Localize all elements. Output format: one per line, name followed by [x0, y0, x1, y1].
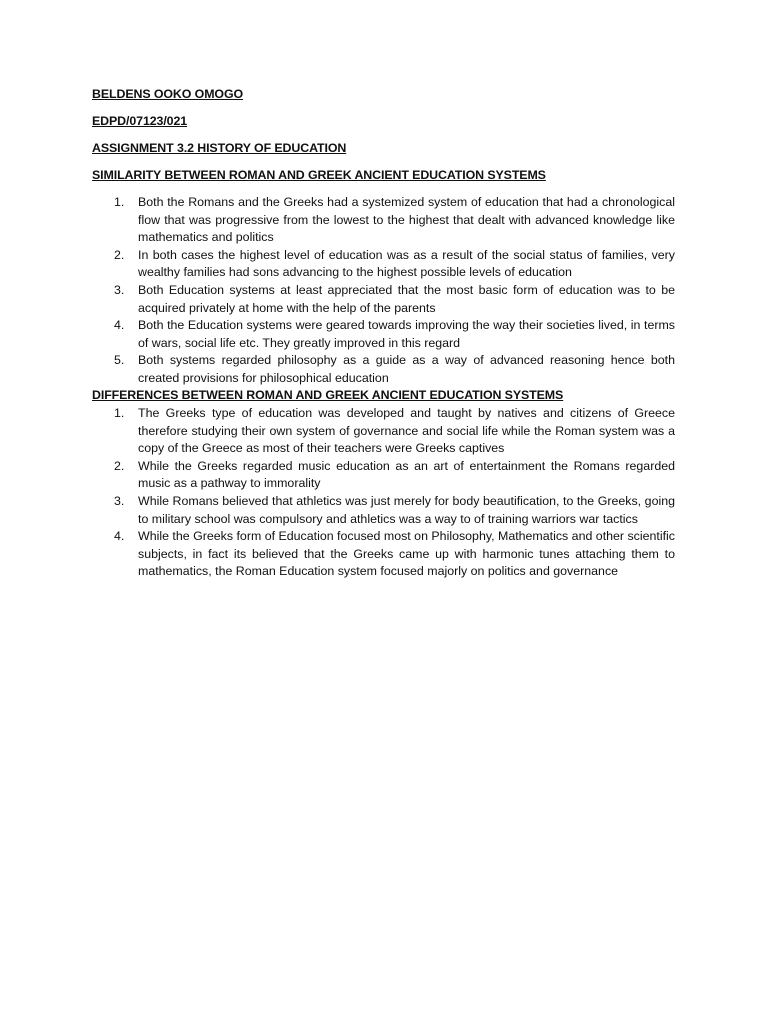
list-item-text: Both systems regarded philosophy as a guide as a way of advanced reasoning hence both created provisions for philosophical education	[138, 353, 675, 385]
list-item	[92, 352, 675, 387]
similarities-heading: SIMILARITY BETWEEN ROMAN AND GREEK ANCIENT EDUCATION SYSTEMS	[92, 167, 546, 182]
list-item	[92, 458, 675, 493]
list-item-text: Both Education systems at least appreciated that the most basic form of education was to be acquired privately at home with the help of the parents	[138, 282, 675, 315]
list-item-text: Both the Education systems were geared towards improving the way their societies lived, in terms of wars, social life etc. They greatly improved in this regard	[138, 318, 675, 350]
list-item	[92, 194, 675, 247]
list-item	[92, 405, 675, 458]
list-number: 1.	[114, 406, 125, 421]
list-item	[92, 528, 675, 581]
list-item-text: While Romans believed that athletics was just merely for body beautification, to the Greeks, going to military school was compulsory and athletics was a way to of training warriors war tactics	[138, 494, 675, 526]
differences-heading: DIFFERENCES BETWEEN ROMAN AND GREEK ANCIENT EDUCATION SYSTEMS	[92, 388, 564, 403]
list-item	[92, 282, 675, 317]
similarities-list	[92, 194, 675, 388]
list-item	[92, 247, 675, 282]
differences-list	[92, 405, 675, 581]
list-number: 3.	[114, 494, 125, 509]
list-item-text: Both the Romans and the Greeks had a systemized system of education that had a chronological flow that was progressive from the lowest to the highest that dealt with advanced knowledge like mathematics and politics	[138, 194, 675, 245]
document-body	[92, 86, 675, 581]
list-number: 3.	[114, 282, 125, 297]
list-number: 1.	[114, 194, 125, 209]
list-number: 2.	[114, 458, 125, 473]
list-number: 4.	[114, 318, 125, 333]
list-item	[92, 493, 675, 528]
list-item-text: In both cases the highest level of education was as a result of the social status of families, very wealthy families had sons advancing to the highest possible levels of education	[138, 247, 675, 280]
student-name: BELDENS OOKO OMOGO	[92, 87, 244, 101]
registration-number: EDPD/07123/021	[92, 113, 188, 128]
list-item-text: While the Greeks regarded music education as an art of entertainment the Romans regarded music as a pathway to immorality	[138, 458, 675, 491]
list-item	[92, 317, 675, 352]
list-number: 4.	[114, 529, 125, 544]
list-number: 2.	[114, 247, 125, 262]
assignment-title: ASSIGNMENT 3.2 HISTORY OF EDUCATION	[92, 140, 347, 155]
list-item-text: The Greeks type of education was developed and taught by natives and citizens of Greece therefore studying their own system of governance and social life while the Roman system was a copy of the Greece as most of their teachers were Greeks captives	[138, 406, 675, 456]
list-number: 5.	[114, 353, 125, 368]
list-item-text: While the Greeks form of Education focused most on Philosophy, Mathematics and other scientific subjects, in fact its believed that the Greeks came up with harmonic tunes attaching them to mathematics, the Roman Education system focused majorly on politics and governance	[138, 529, 675, 579]
